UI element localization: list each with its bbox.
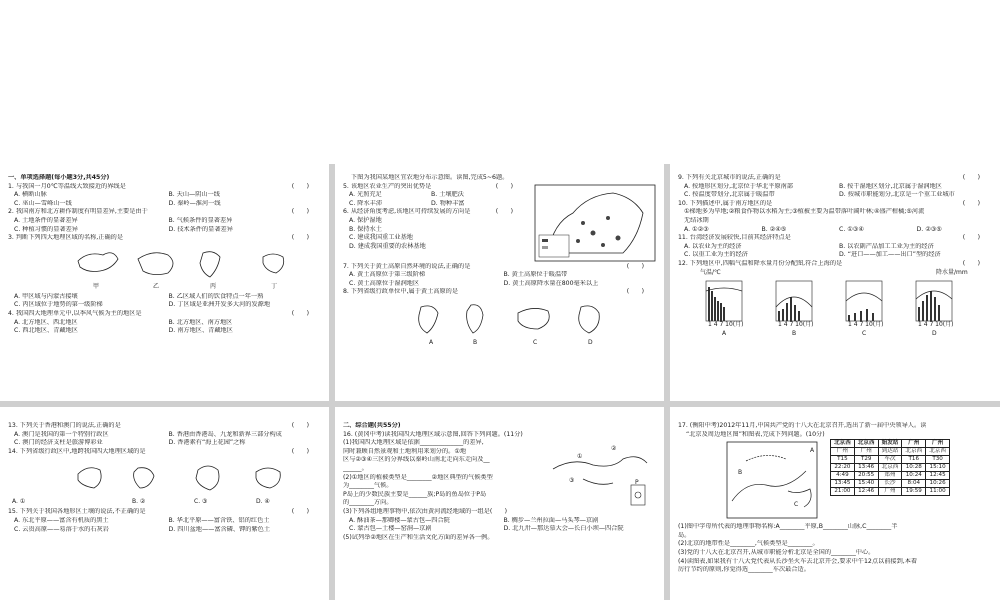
table-header-cell: 广州 [926, 440, 950, 448]
chart-d-months: 1 4 7 10(月) [918, 320, 954, 328]
exam-page-4 [0, 408, 329, 600]
question-10: 10. 下列描述中,属于南方地区的是 ( ) [678, 199, 980, 207]
table-header-cell: 广州 [902, 440, 926, 448]
table-cell: 广州 [831, 448, 855, 456]
table-header-cell: 始发站 [878, 440, 902, 448]
table-header-cell: 北京西 [831, 440, 855, 448]
table-cell: 13:46 [854, 464, 878, 472]
table-row [831, 472, 950, 480]
question-8: 8. 下列省级行政单位中,属于黄土高原的是 ( ) [343, 288, 644, 296]
table-cell: 到达站 [878, 448, 902, 456]
table-cell: 10:28 [902, 464, 926, 472]
question-13: 13. 下列关于香港和澳门的说法,正确的是 ( ) [8, 422, 309, 429]
table-cell: 车次 [878, 456, 902, 464]
question-5: 5. 该地区农业生产的突出优势是 ( ) [343, 182, 513, 190]
chart-b-months: 1 4 7 10(月) [778, 320, 814, 328]
q16-line-6: 为________气候。 [343, 482, 393, 490]
table-cell: T15 [831, 456, 855, 464]
table-row [831, 456, 950, 464]
q16-line-1: (1)我国四大地理区域是依据______________的差异, [343, 439, 484, 447]
farmland-distribution-map [533, 183, 658, 263]
map-label-ding: 丁 [271, 282, 278, 290]
question-14: 14. 下列省级行政区中,地跨我国四大地理区域的是 ( ) [8, 447, 309, 455]
island-label-p: P [635, 479, 639, 487]
exam-page-5 [335, 408, 664, 600]
q5-6-intro: 下图为我国某地区宜农地分布示意图。读图,完成5~6题。 [351, 174, 509, 181]
q1-options-row1: A. 横断山脉 B. 天山—阴山一线 [14, 191, 220, 199]
table-row [831, 464, 950, 472]
table-cell: 北京西 [926, 448, 950, 456]
table-cell: 13:45 [831, 480, 855, 488]
q15-options-row1: A. 东北平原——富含有机质的黑土 B. 华北平原——富含铁、铝的红色土 [14, 516, 270, 524]
table-cell: 15:40 [854, 480, 878, 488]
q14-option-d: D. ④ [256, 498, 270, 506]
question-1: 1. 与我国一月0℃等温线大致接近的界线是 ( ) [8, 182, 309, 190]
region-label-1: ① [577, 453, 583, 461]
table-cell: 21:00 [831, 488, 855, 496]
q16-line-9: (3)下列各组地理事物中,依次由黄河流经地域的一组是( ) [343, 507, 508, 515]
q17-line-1: (1)图中字母所代表的地理事物名称:A________平原,B________山脉,C________半 [678, 523, 898, 531]
table-cell: 10:24 [902, 472, 926, 480]
map-letter-b: B [738, 469, 743, 477]
question-6: 6. 从经济角度考虑,该地区可持续发展的方向是 ( ) [343, 208, 513, 216]
beijing-surroundings-map [726, 441, 818, 519]
gutter-middle [0, 401, 1000, 407]
q16-options-row1: A. 酥油茶—那卿楼—蒙古包—四合院 B. 稠步—兰州拉面—马头琴—京剧 [349, 516, 599, 524]
table-cell: 12:45 [926, 472, 950, 480]
q11-options-row2: C. 以重工业为主的经济 D. “进口——加工——出口”型的经济 [684, 251, 941, 259]
q5-options-row2: C. 降水丰沛 D. 物种丰富 [349, 199, 465, 207]
map-letter-a: A [810, 447, 815, 455]
province-label-d: D [588, 338, 593, 346]
table-cell: 10:26 [926, 480, 950, 488]
table-header-cell: 北京西 [854, 440, 878, 448]
q10-statements: ①梯地多为旱地;②粮食作物以水稻为主;③植被主要为温带落叶阔叶林;④盛产柑橘;⑤河流 [684, 208, 925, 216]
chart-c-months: 1 4 7 10(月) [848, 320, 884, 328]
question-11: 11. 台湾经济发展较快,目前其经济特点是 ( ) [678, 234, 980, 242]
q14-option-a: A. ① [12, 498, 26, 506]
q10-statements-cont: 无结冰期 [684, 216, 709, 224]
q3-region-maps [8, 243, 323, 293]
map-label-yi: 乙 [153, 282, 160, 290]
province-label-c: C [533, 338, 538, 346]
temp-axis-label: 气温/℃ [700, 268, 721, 276]
precip-axis-label: 降水量/mm [936, 268, 968, 276]
exam-page-1 [0, 164, 329, 400]
q6-option-d: D. 建成我国重要的农林基地 [349, 242, 426, 250]
q17-line-2: 岛。 [678, 531, 691, 539]
table-cell: 8:04 [902, 480, 926, 488]
q14-option-c: C. ③ [194, 498, 208, 506]
question-3: 3. 判断下列四大地理区域的名称,正确的是 ( ) [8, 234, 309, 242]
table-cell: 12:46 [854, 488, 878, 496]
table-cell: 长沙 [878, 480, 902, 488]
question-12: 12. 下列地区中,四幅气温和降水量月份分配图,符合上海的是 ( ) [678, 259, 980, 267]
q16-line-4: ______。 [343, 464, 368, 472]
table-row [831, 480, 950, 488]
q11-options-row1: A. 以农业为主的经济 B. 以农副产品加工工业为主的经济 [684, 242, 934, 250]
table-cell: 22:20 [831, 464, 855, 472]
q3-options-row2: C. 丙区域位于地势的第一级阶梯 D. 丁区域是亚洲开发多大河的发源地 [14, 301, 271, 309]
question-17-cont: “北京及周边地区图”和图表,完成下列问题。(10分) [686, 430, 825, 438]
map-letter-c: C [794, 501, 799, 509]
chart-label-b: B [792, 329, 797, 337]
table-cell: 广州 [878, 488, 902, 496]
train-table-header [831, 440, 950, 448]
chart-label-a: A [722, 329, 727, 337]
table-cell: 20:55 [854, 472, 878, 480]
q5-options-row1: A. 光照充足 B. 土壤肥沃 [349, 191, 464, 199]
question-7: 7. 下列关于黄土高原自然环境的说法,正确的是 ( ) [343, 262, 644, 270]
q2-options-row1: A. 土地条件的显著差异 B. 气候条件的显著差异 [14, 216, 233, 224]
table-cell: 北京西 [878, 464, 902, 472]
q7-options-row1: A. 黄土高原位于第三级阶梯 B. 黄土高原位于暖温带 [349, 271, 568, 279]
climate-chart-bars [678, 277, 994, 327]
table-cell: 广州 [854, 448, 878, 456]
q16-line-5: (2)①地区的植被类型是________②地区典型的气候类型 [343, 473, 493, 481]
q9-options-row2: C. 按温度带划分,北京属于暖温带 D. 按城市职能划分,北京是一个重工业城市 [684, 191, 955, 199]
region-label-3: ③ [569, 477, 575, 485]
q4-options-row2: C. 西北地区、青藏地区 D. 南方地区、青藏地区 [14, 327, 233, 335]
q4-options-row1: A. 北方地区、西北地区 B. 北方地区、南方地区 [14, 318, 233, 326]
q15-options-row2: C. 云贵高原——易溶于水的石灰岩 D. 四川盆地——富含磷、钾的紫色土 [14, 525, 271, 533]
question-15: 15. 下列关于我国各地形区土壤的说法,不正确的是 ( ) [8, 508, 309, 516]
q6-option-a: A. 保护湿地 [349, 216, 382, 224]
q12-climate-charts [678, 269, 994, 339]
table-cell: 15:10 [926, 464, 950, 472]
china-regions-map [543, 439, 653, 509]
table-cell: T29 [854, 456, 878, 464]
question-17: 17. (衡阳中考)2012年11月,中国共产党的十八大在北京召开,选出了新一届中央领导人。读 [678, 422, 927, 429]
q10-options: A. ①②③ B. ②④⑤ C. ①③④ D. ②③⑤ [684, 225, 942, 233]
q16-line-12: (5)试列举②地区在生产和生活文化方面的差异各一例。 [343, 533, 494, 541]
table-cell: 北京西 [902, 448, 926, 456]
q16-line-2: 同时兼顾自然景观和土地利用来划分的。①地 [343, 447, 467, 455]
q17-line-6: 厉行节约的原则,你觉得选________车次最合适。 [678, 566, 810, 574]
map-label-bing: 丙 [210, 282, 217, 290]
chart-label-c: C [862, 329, 867, 337]
question-2: 2. 我国南方和北方耕作制度有明显差异,主要是由于 ( ) [8, 208, 309, 216]
exam-page-6 [670, 408, 1000, 600]
train-table-body [831, 448, 950, 496]
province-shapes [343, 297, 643, 349]
section-title: 一、单项选择题(每小题3分,共45分) [8, 174, 110, 181]
q17-line-3: (2)北京的地带性是________,气候类型是________。 [678, 540, 819, 548]
q16-line-7: P岛上的少数民族主要是______族;P岛的鱼岛位于P岛 [343, 490, 487, 498]
table-cell: 19:59 [902, 488, 926, 496]
q16-line-8: 的________方向。 [343, 499, 393, 507]
table-cell: 郑州 [878, 472, 902, 480]
q13-options-row2: C. 澳门的经济支柱是旅游博彩业 D. 香港素有“海上花园”之称 [14, 439, 246, 447]
province-label-a: A [429, 338, 434, 346]
table-cell: T16 [902, 456, 926, 464]
q9-options-row1: A. 按地形区划分,北京位于华北平原南部 B. 按干湿地区划分,北京属于湿润地区 [684, 182, 942, 190]
q7-options-row2: C. 黄土高原位于湿润地区 D. 黄土高原降水量在800毫米以上 [349, 279, 599, 287]
section-2-title: 二、综合题(共55分) [343, 422, 401, 429]
table-cell: 11:00 [926, 488, 950, 496]
chart-label-d: D [932, 329, 937, 337]
q8-province-maps [343, 297, 658, 349]
region-label-2: ② [611, 445, 617, 453]
table-row [831, 488, 950, 496]
province-label-b: B [473, 338, 478, 346]
q13-options-row1: A. 澳门是我国的第一个特别行政区 B. 香港由香港岛、九龙和新界三部分构成 [14, 430, 282, 438]
train-schedule-table [830, 439, 950, 496]
map-label-jia: 甲 [93, 282, 100, 290]
q17-line-5: (4)读图表,如果我有十八大党代表从长沙坐火车去北京开会,要求中午12点以前接到,本着 [678, 557, 918, 565]
q14-province-maps [8, 456, 323, 508]
question-4: 4. 我国四大地理单元中,以季风气候为主的地区是 ( ) [8, 309, 309, 317]
q16-line-3: 区与②③④三区的分界线以秦岭山南北走向东走向及__ [343, 456, 490, 464]
question-16: 16. (黄冈中考)读我国四大地理区域示意图,回答下列问题。(11分) [343, 430, 523, 438]
exam-page-2 [335, 164, 664, 400]
question-9: 9. 下列有关北京城市的说法,正确的是 ( ) [678, 174, 980, 181]
q6-option-b: B. 保持水土 [349, 225, 382, 233]
q2-options-row2: C. 种植习惯的显著差异 D. 技术条件的显著差异 [14, 225, 233, 233]
q6-option-c: C. 建成我国重工业基地 [349, 234, 413, 242]
q16-options-row2: C. 蒙古包—土楼—窑洞—京剧 D. 北九卅—那达慕大会—长白小坝—四合院 [349, 525, 624, 533]
exam-page-3 [670, 164, 1000, 400]
table-cell: 4:49 [831, 472, 855, 480]
table-cell: T30 [926, 456, 950, 464]
table-row [831, 448, 950, 456]
q3-options-row1: A. 甲区域与内蒙古接壤 B. 乙区域人们的饮食特点一年一熟 [14, 292, 264, 300]
q1-options-row2: C. 巫山—雪峰山一线 D. 秦岭—淮河一线 [14, 199, 221, 207]
q14-option-b: B. ② [132, 498, 146, 506]
q17-line-4: (3)党的十八大在北京召开,从城市职能分析北京是全国的________中心。 [678, 548, 875, 556]
chart-a-months: 1 4 7 10(月) [708, 320, 744, 328]
